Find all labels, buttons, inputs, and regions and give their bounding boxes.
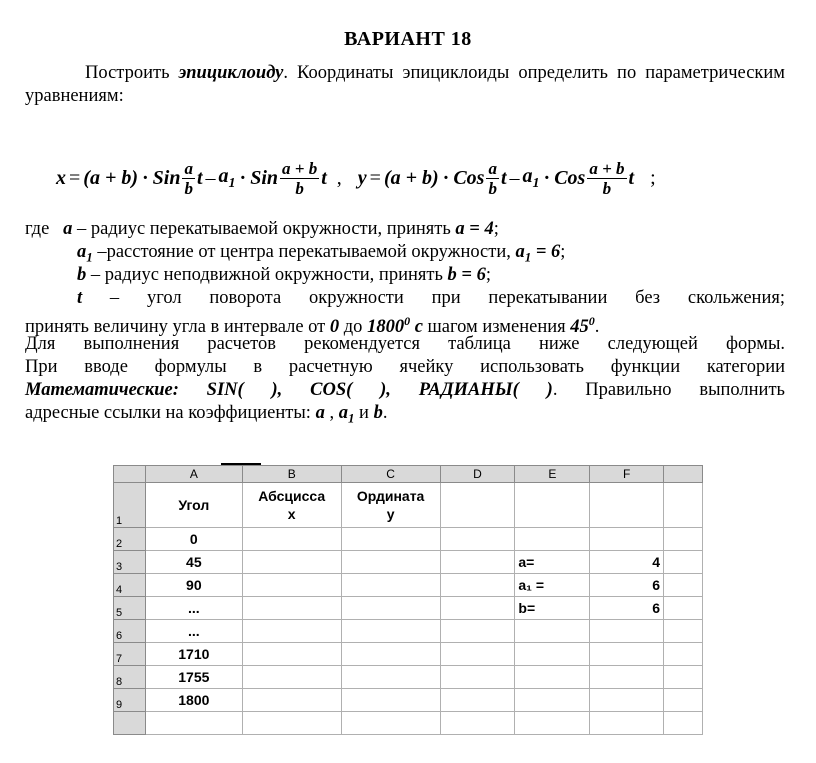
formula-y-frac1-num: a xyxy=(488,158,497,178)
def-a-end: ; xyxy=(493,219,499,239)
cell-a1-angle-header[interactable]: Угол xyxy=(145,483,242,528)
cell[interactable] xyxy=(590,712,664,735)
cell[interactable] xyxy=(242,689,341,712)
table-row xyxy=(114,551,703,574)
def-a-symbol: a xyxy=(63,219,73,239)
intro-emphasis: эпициклоиду xyxy=(178,63,284,83)
formula-x-t2: t xyxy=(321,166,327,189)
cell[interactable] xyxy=(341,689,440,712)
cell-angle[interactable]: ... xyxy=(145,620,242,643)
def-b-value: b = 6 xyxy=(447,265,486,285)
cell[interactable] xyxy=(341,551,440,574)
row-header[interactable]: 8 xyxy=(114,666,146,689)
cell-param-value[interactable]: 6 xyxy=(590,574,664,597)
cell[interactable] xyxy=(341,643,440,666)
cell-c1-ordinate-header[interactable] xyxy=(341,483,440,528)
ordinate-label: Ордината xyxy=(356,488,425,504)
cell-b1-abscissa-header[interactable] xyxy=(242,483,341,528)
ordinate-var: y xyxy=(386,506,395,522)
formula-y-t1: t xyxy=(500,166,507,189)
cell[interactable] xyxy=(664,528,703,551)
formula-x-paren: (a + b) xyxy=(83,166,138,189)
table-row xyxy=(114,712,703,735)
cell-angle[interactable]: 45 xyxy=(145,551,242,574)
cell-param-label[interactable] xyxy=(515,620,590,643)
row-header[interactable]: 4 xyxy=(114,574,146,597)
intro-paragraph xyxy=(25,62,785,108)
cell[interactable] xyxy=(440,620,515,643)
rec4-a1 xyxy=(338,403,355,426)
column-header-e[interactable]: E xyxy=(515,466,590,483)
recommendation-1: Для выполнения расчетов рекомендуется таблица ниже следующей формы. xyxy=(25,334,785,354)
def-t-to-val: 1800 xyxy=(367,317,405,338)
formula-x-fn1: Sin xyxy=(152,166,181,189)
def-a1-end: ; xyxy=(560,242,566,262)
def-b-symbol: b xyxy=(77,265,87,285)
cell[interactable] xyxy=(341,712,440,735)
formula-y-lhs: y xyxy=(357,166,367,189)
formula-x-coef xyxy=(219,165,236,192)
recommendation-3-rest: . Правильно выполнить xyxy=(552,380,785,400)
formula-y-coef-sym: a xyxy=(522,164,533,187)
recommendation-2: При вводе формулы в расчетную ячейку использовать функции категории xyxy=(25,357,785,377)
formula-y-eq: = xyxy=(369,166,381,189)
formula-x-frac2 xyxy=(280,159,319,198)
table-row xyxy=(114,643,703,666)
cell[interactable] xyxy=(242,666,341,689)
def-t-to-sup: 0 xyxy=(404,314,411,328)
row-header[interactable]: 9 xyxy=(114,689,146,712)
cell[interactable] xyxy=(341,597,440,620)
cell[interactable] xyxy=(242,712,341,735)
def-a-value: a = 4 xyxy=(455,219,494,239)
def-a1-text: –расстояние от центра перекатываемой окружности, xyxy=(92,242,516,262)
cell[interactable] xyxy=(440,666,515,689)
formula-x-frac2-den: b xyxy=(295,178,304,198)
cell[interactable] xyxy=(664,597,703,620)
intro-text-1: Построить xyxy=(85,63,179,83)
def-t-to-word: до xyxy=(339,317,368,338)
table-row xyxy=(114,483,703,528)
table-row xyxy=(114,528,703,551)
formula-y-fn1: Cos xyxy=(453,166,485,189)
cell[interactable] xyxy=(242,620,341,643)
table-row xyxy=(114,597,703,620)
table-row xyxy=(114,574,703,597)
cell-angle[interactable]: 1800 xyxy=(145,689,242,712)
cell-angle[interactable]: 1710 xyxy=(145,643,242,666)
formula-y-coef-sub: 1 xyxy=(532,175,540,191)
cell[interactable] xyxy=(664,620,703,643)
def-t-unit: с xyxy=(410,317,423,338)
def-b-text: – радиус неподвижной окружности, принять xyxy=(86,265,448,285)
cell-param-value[interactable] xyxy=(590,643,664,666)
row-header[interactable] xyxy=(114,712,146,735)
table-row xyxy=(114,620,703,643)
row-header[interactable]: 5 xyxy=(114,597,146,620)
where-label: где xyxy=(25,219,50,239)
variant-title: ВАРИАНТ 18 xyxy=(344,28,472,50)
formula-x-frac1 xyxy=(182,159,195,198)
rec4-end: . xyxy=(382,403,388,423)
column-header-b[interactable]: B xyxy=(242,466,341,483)
cell[interactable] xyxy=(440,574,515,597)
cell[interactable] xyxy=(664,689,703,712)
formula-x-minus: – xyxy=(205,166,216,189)
cell[interactable] xyxy=(440,597,515,620)
formula-y-dot2: · xyxy=(543,166,551,189)
def-a1-sub: 1 xyxy=(86,249,93,265)
cell[interactable] xyxy=(664,666,703,689)
cell[interactable] xyxy=(590,483,664,528)
formula-x-fn2: Sin xyxy=(250,166,279,189)
formula-y-coef xyxy=(523,165,540,192)
cell[interactable] xyxy=(440,483,515,528)
def-t-step-sup: 0 xyxy=(588,314,595,328)
definitions xyxy=(25,218,785,425)
intro-text-2: . Координаты эпициклоиды определить по параметрическим уравнениям: xyxy=(25,63,786,106)
cell[interactable] xyxy=(664,574,703,597)
recommendation-4 xyxy=(25,402,785,425)
formula-x-frac1-den: b xyxy=(184,178,193,198)
formula-sep: , xyxy=(336,166,342,189)
table-row xyxy=(114,689,703,712)
row-header[interactable]: 6 xyxy=(114,620,146,643)
parametric-equations xyxy=(56,150,776,206)
cell-param-value[interactable]: 6 xyxy=(590,597,664,620)
formula-y-minus: – xyxy=(509,166,520,189)
rec4-a1-sym: a xyxy=(338,403,348,423)
formula-y-paren: (a + b) xyxy=(383,166,439,189)
recommendation-4-text: адресные ссылки на коэффициенты: xyxy=(25,403,316,423)
cell-angle[interactable]: 0 xyxy=(145,528,242,551)
cell[interactable] xyxy=(664,712,703,735)
cell-angle[interactable]: ... xyxy=(145,597,242,620)
formula-x-coef-sym: a xyxy=(218,164,229,187)
formula-y-frac2 xyxy=(587,159,626,198)
formula-y-frac1 xyxy=(486,159,499,198)
recommendation-3-functions: Математические: SIN( ), COS( ), РАДИАНЫ( ) xyxy=(25,380,553,400)
def-t-text: – угол поворота окружности при перекатывании без скольжения; xyxy=(82,288,785,308)
formula-y-fn2: Cos xyxy=(554,166,586,189)
cell-param-label[interactable] xyxy=(515,689,590,712)
column-header-c[interactable]: C xyxy=(341,466,440,483)
formula-x-t1: t xyxy=(196,166,203,189)
cell-param-value[interactable] xyxy=(590,528,664,551)
def-t-end: . xyxy=(594,317,600,338)
cell[interactable] xyxy=(242,643,341,666)
formula-end: ; xyxy=(650,166,656,189)
def-t-step-word: шагом изменения xyxy=(422,317,571,338)
rec4-sep2: и xyxy=(354,403,374,423)
spreadsheet-grid xyxy=(113,465,703,735)
cell[interactable] xyxy=(145,712,242,735)
column-header-row xyxy=(114,466,703,483)
formula-x-dot: · xyxy=(142,166,149,189)
formula-x-coef-sub: 1 xyxy=(228,175,236,191)
formula-y-frac2-num: a + b xyxy=(589,158,625,178)
def-a1-val: a xyxy=(515,242,525,262)
def-t-from: 0 xyxy=(329,317,340,338)
def-b-end: ; xyxy=(485,265,491,285)
cell[interactable] xyxy=(440,643,515,666)
abscissa-label: Абсцисса xyxy=(258,488,326,504)
cell-param-value[interactable]: 4 xyxy=(590,551,664,574)
column-header-extra[interactable] xyxy=(664,466,703,483)
def-b xyxy=(25,264,785,287)
rec4-a: a xyxy=(315,403,325,423)
cell-param-value[interactable] xyxy=(590,620,664,643)
def-a1-symbol xyxy=(77,242,93,265)
cell[interactable] xyxy=(440,712,515,735)
cell[interactable] xyxy=(242,528,341,551)
cell-param-label[interactable]: b= xyxy=(515,597,590,620)
def-a1-sym: a xyxy=(77,242,87,262)
cell[interactable] xyxy=(664,551,703,574)
cell[interactable] xyxy=(242,574,341,597)
rec4-a1-sub: 1 xyxy=(347,410,355,426)
cell[interactable] xyxy=(440,689,515,712)
cell-param-label[interactable] xyxy=(515,666,590,689)
formula-y-t2: t xyxy=(628,166,635,189)
select-all-corner[interactable] xyxy=(114,466,146,483)
abscissa-var: x xyxy=(287,506,296,522)
def-a-text: – радиус перекатываемой окружности, принять xyxy=(72,219,456,239)
cell-angle[interactable]: 90 xyxy=(145,574,242,597)
row-header[interactable]: 1 xyxy=(114,483,146,528)
table-row xyxy=(114,666,703,689)
formula-x-eq: = xyxy=(69,166,81,189)
rec4-b: b xyxy=(373,403,383,423)
cell-param-label[interactable] xyxy=(515,643,590,666)
recommendation-3 xyxy=(25,379,785,402)
formula-y-frac2-den: b xyxy=(602,178,612,198)
cell[interactable] xyxy=(440,551,515,574)
def-t-symbol: t xyxy=(77,288,83,308)
cell[interactable] xyxy=(341,574,440,597)
cell[interactable] xyxy=(664,483,703,528)
cell-param-label[interactable]: a₁ = xyxy=(515,574,590,597)
column-header-a[interactable]: A xyxy=(145,466,242,483)
spreadsheet xyxy=(113,465,703,749)
def-a1-value xyxy=(515,242,561,265)
cell[interactable] xyxy=(440,528,515,551)
cell[interactable] xyxy=(242,551,341,574)
row-header[interactable]: 3 xyxy=(114,551,146,574)
def-t-range xyxy=(25,310,785,338)
cell-param-value[interactable] xyxy=(590,666,664,689)
column-header-d[interactable]: D xyxy=(440,466,515,483)
cell[interactable] xyxy=(515,483,590,528)
cell-param-label[interactable] xyxy=(515,528,590,551)
rec4-sep1: , xyxy=(324,403,339,423)
def-a1-val-rest: = 6 xyxy=(531,242,561,262)
column-header-f[interactable]: F xyxy=(590,466,664,483)
cell[interactable] xyxy=(664,643,703,666)
formula-x-frac2-num: a + b xyxy=(282,158,318,178)
row-header[interactable]: 2 xyxy=(114,528,146,551)
cell-param-label[interactable]: a= xyxy=(515,551,590,574)
def-t xyxy=(25,287,785,310)
def-a1-val-sub: 1 xyxy=(524,249,532,265)
cell[interactable] xyxy=(242,597,341,620)
formula-x-frac1-num: a xyxy=(184,158,193,178)
formula-y-dot: · xyxy=(442,166,450,189)
def-t-range-text: принять величину угла в интервале от xyxy=(25,317,330,338)
formula-y-frac1-den: b xyxy=(488,178,497,198)
cell[interactable] xyxy=(341,666,440,689)
cell-angle[interactable]: 1755 xyxy=(145,666,242,689)
cell-param-value[interactable] xyxy=(590,689,664,712)
cell[interactable] xyxy=(341,528,440,551)
cell[interactable] xyxy=(341,620,440,643)
def-a xyxy=(25,218,785,241)
formula-x-lhs: x xyxy=(56,166,66,189)
row-header[interactable]: 7 xyxy=(114,643,146,666)
formula-x-dot2: · xyxy=(239,166,247,189)
def-t-step-val: 45 xyxy=(570,317,589,338)
def-a1 xyxy=(25,241,785,264)
cell[interactable] xyxy=(515,712,590,735)
